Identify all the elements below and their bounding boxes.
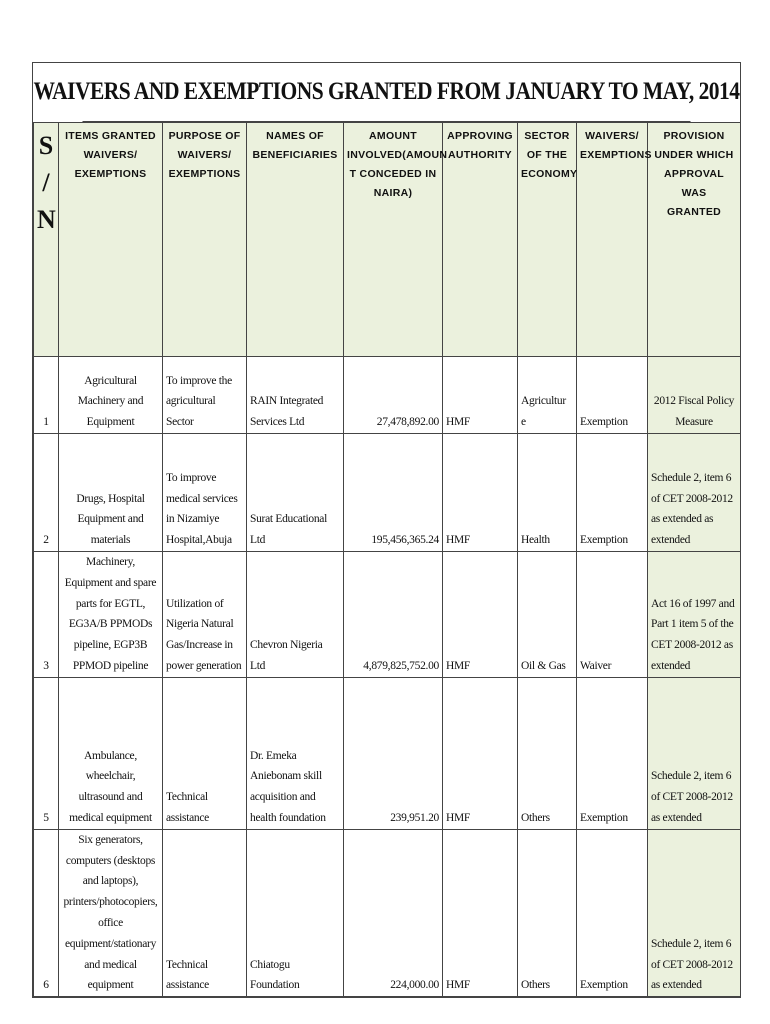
header-authority: APPROVING AUTHORITY (443, 123, 518, 357)
cell-authority: HMF (443, 552, 518, 678)
cell-type: Waiver (577, 552, 648, 678)
cell-sector: Health (518, 434, 577, 552)
cell-purpose: Technical assistance (163, 829, 247, 996)
cell-items: Machinery, Equipment and spare parts for EGTL, EG3A/B PPMODs pipeline, EGP3B PPMOD pipeline (59, 552, 163, 678)
cell-beneficiaries: RAIN Integrated Services Ltd (247, 357, 344, 434)
cell-amount: 27,478,892.00 (344, 357, 443, 434)
cell-sector: Oil & Gas (518, 552, 577, 678)
cell-type: Exemption (577, 357, 648, 434)
cell-sn: 1 (34, 357, 59, 434)
table-row (34, 552, 741, 678)
table-row (34, 357, 741, 434)
cell-amount: 4,879,825,752.00 (344, 552, 443, 678)
cell-beneficiaries: Chevron Nigeria Ltd (247, 552, 344, 678)
cell-purpose: Technical assistance (163, 677, 247, 829)
document-sheet (32, 62, 741, 998)
header-beneficiaries: NAMES OF BENEFICIARIES (247, 123, 344, 357)
cell-amount: 224,000.00 (344, 829, 443, 996)
cell-purpose: To improve the agricultural Sector (163, 357, 247, 434)
header-row (34, 123, 741, 357)
waivers-table (33, 122, 741, 997)
cell-type: Exemption (577, 434, 648, 552)
header-amount: AMOUNT INVOLVED(AMOUN T CONCEDED IN NAIRA) (344, 123, 443, 357)
cell-sn: 5 (34, 677, 59, 829)
header-provision: PROVISION UNDER WHICH APPROVAL WAS GRANTED (648, 123, 741, 357)
cell-provision: Schedule 2, item 6 of CET 2008-2012 as extended as extended (648, 434, 741, 552)
cell-authority: HMF (443, 357, 518, 434)
cell-sn: 3 (34, 552, 59, 678)
header-purpose: PURPOSE OF WAIVERS/ EXEMPTIONS (163, 123, 247, 357)
cell-authority: HMF (443, 829, 518, 996)
table-row (34, 677, 741, 829)
cell-authority: HMF (443, 677, 518, 829)
document-title: WAIVERS AND EXEMPTIONS GRANTED FROM JANUARY TO MAY, 2014 (82, 63, 690, 122)
cell-provision: 2012 Fiscal Policy Measure (648, 357, 741, 434)
cell-purpose: Utilization of Nigeria Natural Gas/Increase in power generation (163, 552, 247, 678)
cell-sector: Others (518, 677, 577, 829)
cell-items: Drugs, Hospital Equipment and materials (59, 434, 163, 552)
cell-items: Six generators, computers (desktops and laptops), printers/photocopiers, office equipment/stationary and medical equipment (59, 829, 163, 996)
cell-beneficiaries: Dr. Emeka Aniebonam skill acquisition and health foundation (247, 677, 344, 829)
cell-purpose: To improve medical services in Nizamiye Hospital,Abuja (163, 434, 247, 552)
cell-type: Exemption (577, 677, 648, 829)
header-type: WAIVERS/ EXEMPTIONS (577, 123, 648, 357)
cell-sector: Agricultur e (518, 357, 577, 434)
cell-amount: 195,456,365.24 (344, 434, 443, 552)
header-sector: SECTOR OF THE ECONOMY (518, 123, 577, 357)
cell-beneficiaries: Surat Educational Ltd (247, 434, 344, 552)
cell-provision: Act 16 of 1997 and Part 1 item 5 of the CET 2008-2012 as extended (648, 552, 741, 678)
header-items: ITEMS GRANTED WAIVERS/ EXEMPTIONS (59, 123, 163, 357)
cell-sn: 6 (34, 829, 59, 996)
cell-provision: Schedule 2, item 6 of CET 2008-2012 as extended (648, 677, 741, 829)
table-row (34, 434, 741, 552)
cell-sector: Others (518, 829, 577, 996)
cell-beneficiaries: Chiatogu Foundation (247, 829, 344, 996)
table-row (34, 829, 741, 996)
cell-items: Ambulance, wheelchair, ultrasound and medical equipment (59, 677, 163, 829)
cell-type: Exemption (577, 829, 648, 996)
header-sn: S / N (34, 123, 59, 357)
cell-items: Agricultural Machinery and Equipment (59, 357, 163, 434)
cell-provision: Schedule 2, item 6 of CET 2008-2012 as extended (648, 829, 741, 996)
cell-sn: 2 (34, 434, 59, 552)
cell-amount: 239,951.20 (344, 677, 443, 829)
cell-authority: HMF (443, 434, 518, 552)
